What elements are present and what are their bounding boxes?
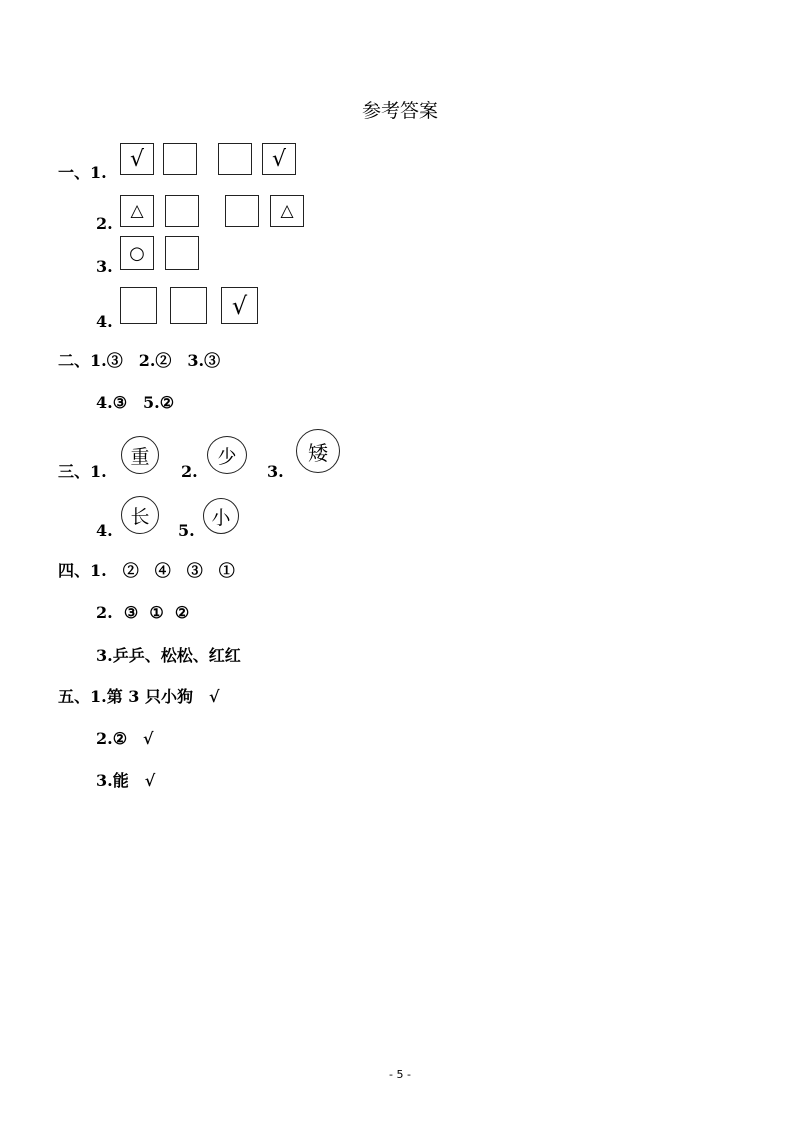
answer-box: [225, 195, 259, 227]
answer-box: √: [262, 143, 296, 175]
section-3-q2-label: 2.: [181, 462, 198, 481]
section-5-line-1: 五、1.第 3 只小狗 √: [58, 687, 220, 706]
answer-box: △: [120, 195, 154, 227]
section-5-line-3: 3.能 √: [96, 771, 156, 790]
section-5-line-2: 2.② √: [96, 729, 154, 748]
answer-box: [218, 143, 252, 175]
section-1-q4-label: 4.: [96, 312, 113, 331]
answer-box: [120, 287, 157, 324]
answer-circle: 矮: [296, 429, 340, 473]
answer-box: √: [221, 287, 258, 324]
section-4-line-2: 2. ③ ① ②: [96, 603, 190, 622]
answer-box: [165, 236, 199, 270]
answer-box: ○: [120, 236, 154, 270]
section-2-line-2: 4.③ 5.②: [96, 393, 175, 412]
section-4-line-1: 四、1. ② ④ ③ ①: [58, 561, 235, 580]
answer-box: [163, 143, 197, 175]
answer-circle: 少: [207, 436, 247, 474]
answer-circle: 重: [121, 436, 159, 474]
section-4-line-3: 3.乒乒、松松、红红: [96, 646, 241, 665]
section-1-q3-label: 3.: [96, 257, 113, 276]
page-title: 参考答案: [361, 100, 438, 122]
answer-box: [170, 287, 207, 324]
section-1-q1-label: 一、1.: [58, 163, 107, 182]
section-2-line-1: 二、1.③ 2.② 3.③: [58, 351, 221, 370]
answer-box: [165, 195, 199, 227]
answer-box: △: [270, 195, 304, 227]
section-3-q5-label: 5.: [178, 521, 195, 540]
answer-circle: 小: [203, 498, 239, 534]
section-1-q2-label: 2.: [96, 214, 113, 233]
page-number: - 5 -: [389, 1068, 411, 1081]
answer-box: √: [120, 143, 154, 175]
section-3-q4-label: 4.: [96, 521, 113, 540]
answer-circle: 长: [121, 496, 159, 534]
section-3-q3-label: 3.: [267, 462, 284, 481]
section-3-q1-label: 三、1.: [58, 462, 107, 481]
